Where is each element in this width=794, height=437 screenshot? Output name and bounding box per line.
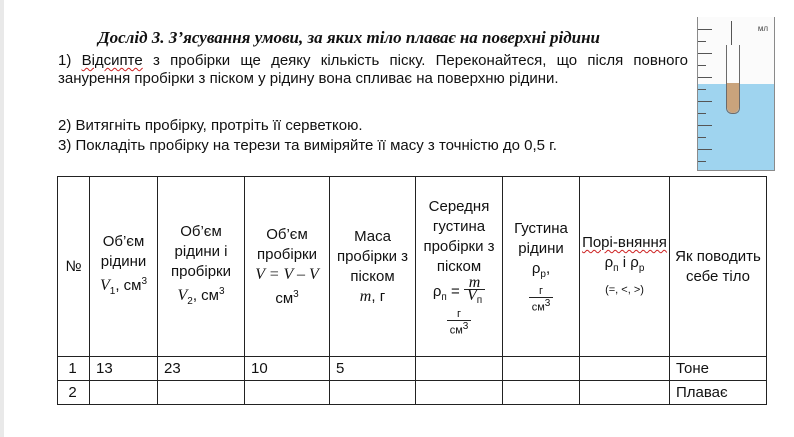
header-comparison: Порі-вняння $\rho_п$ і $\rho_р$ (=, <, >) [580,177,670,357]
spellcheck-word[interactable]: Відсипте [81,52,143,69]
header-v1: Об’єм рідини $V_1$, $см^3$ [90,177,158,357]
header-liquid-density: Густина рідини $\rho_р$, $\frac{г}{см^3}$ [503,177,580,357]
beaker-illustration [697,17,775,171]
step-1-text: з пробірки ще деяку кількість піску. Переконайтеся, що після повного занурення пробірки з піском у рідину вона спливає на поверхню рідини. [58,52,688,87]
table-header-row [58,177,767,357]
header-v2: Об’єм рідини і пробірки $V_2$, $см^3$ [158,177,245,357]
header-behavior: Як поводить себе тіло [670,177,767,357]
results-table [57,176,767,405]
page-edge [0,0,4,437]
table-row: 1 13 23 10 5 Тоне [58,357,767,381]
table-row: 2 Плаває [58,381,767,405]
test-tube [726,45,740,114]
step-3: 3) Покладіть пробірку на терези та виміряйте її масу з точністю до 0,5 г. [58,137,557,154]
step-1-number: 1) [58,52,82,69]
header-vp: Об’єм пробірки V = V – V $см^3$ [245,177,330,357]
header-mass: Маса пробірки з піском m, г [330,177,416,357]
step-1 [58,52,688,88]
experiment-title: Дослід 3. З’ясування умови, за яких тіло плаває на поверхні рідини [98,28,601,47]
volume-unit-label: мл [757,24,768,33]
header-avg-density: Середня густина пробірки з піском $\rho_п$ = $\frac{m}{V_п}$ $\frac{г}{см^3}$ [416,177,503,357]
header-number: № [58,177,90,357]
step-2: 2) Витягніть пробірку, протріть її серветкою. [58,117,363,134]
sand [727,83,739,113]
tube-rod [731,21,732,45]
